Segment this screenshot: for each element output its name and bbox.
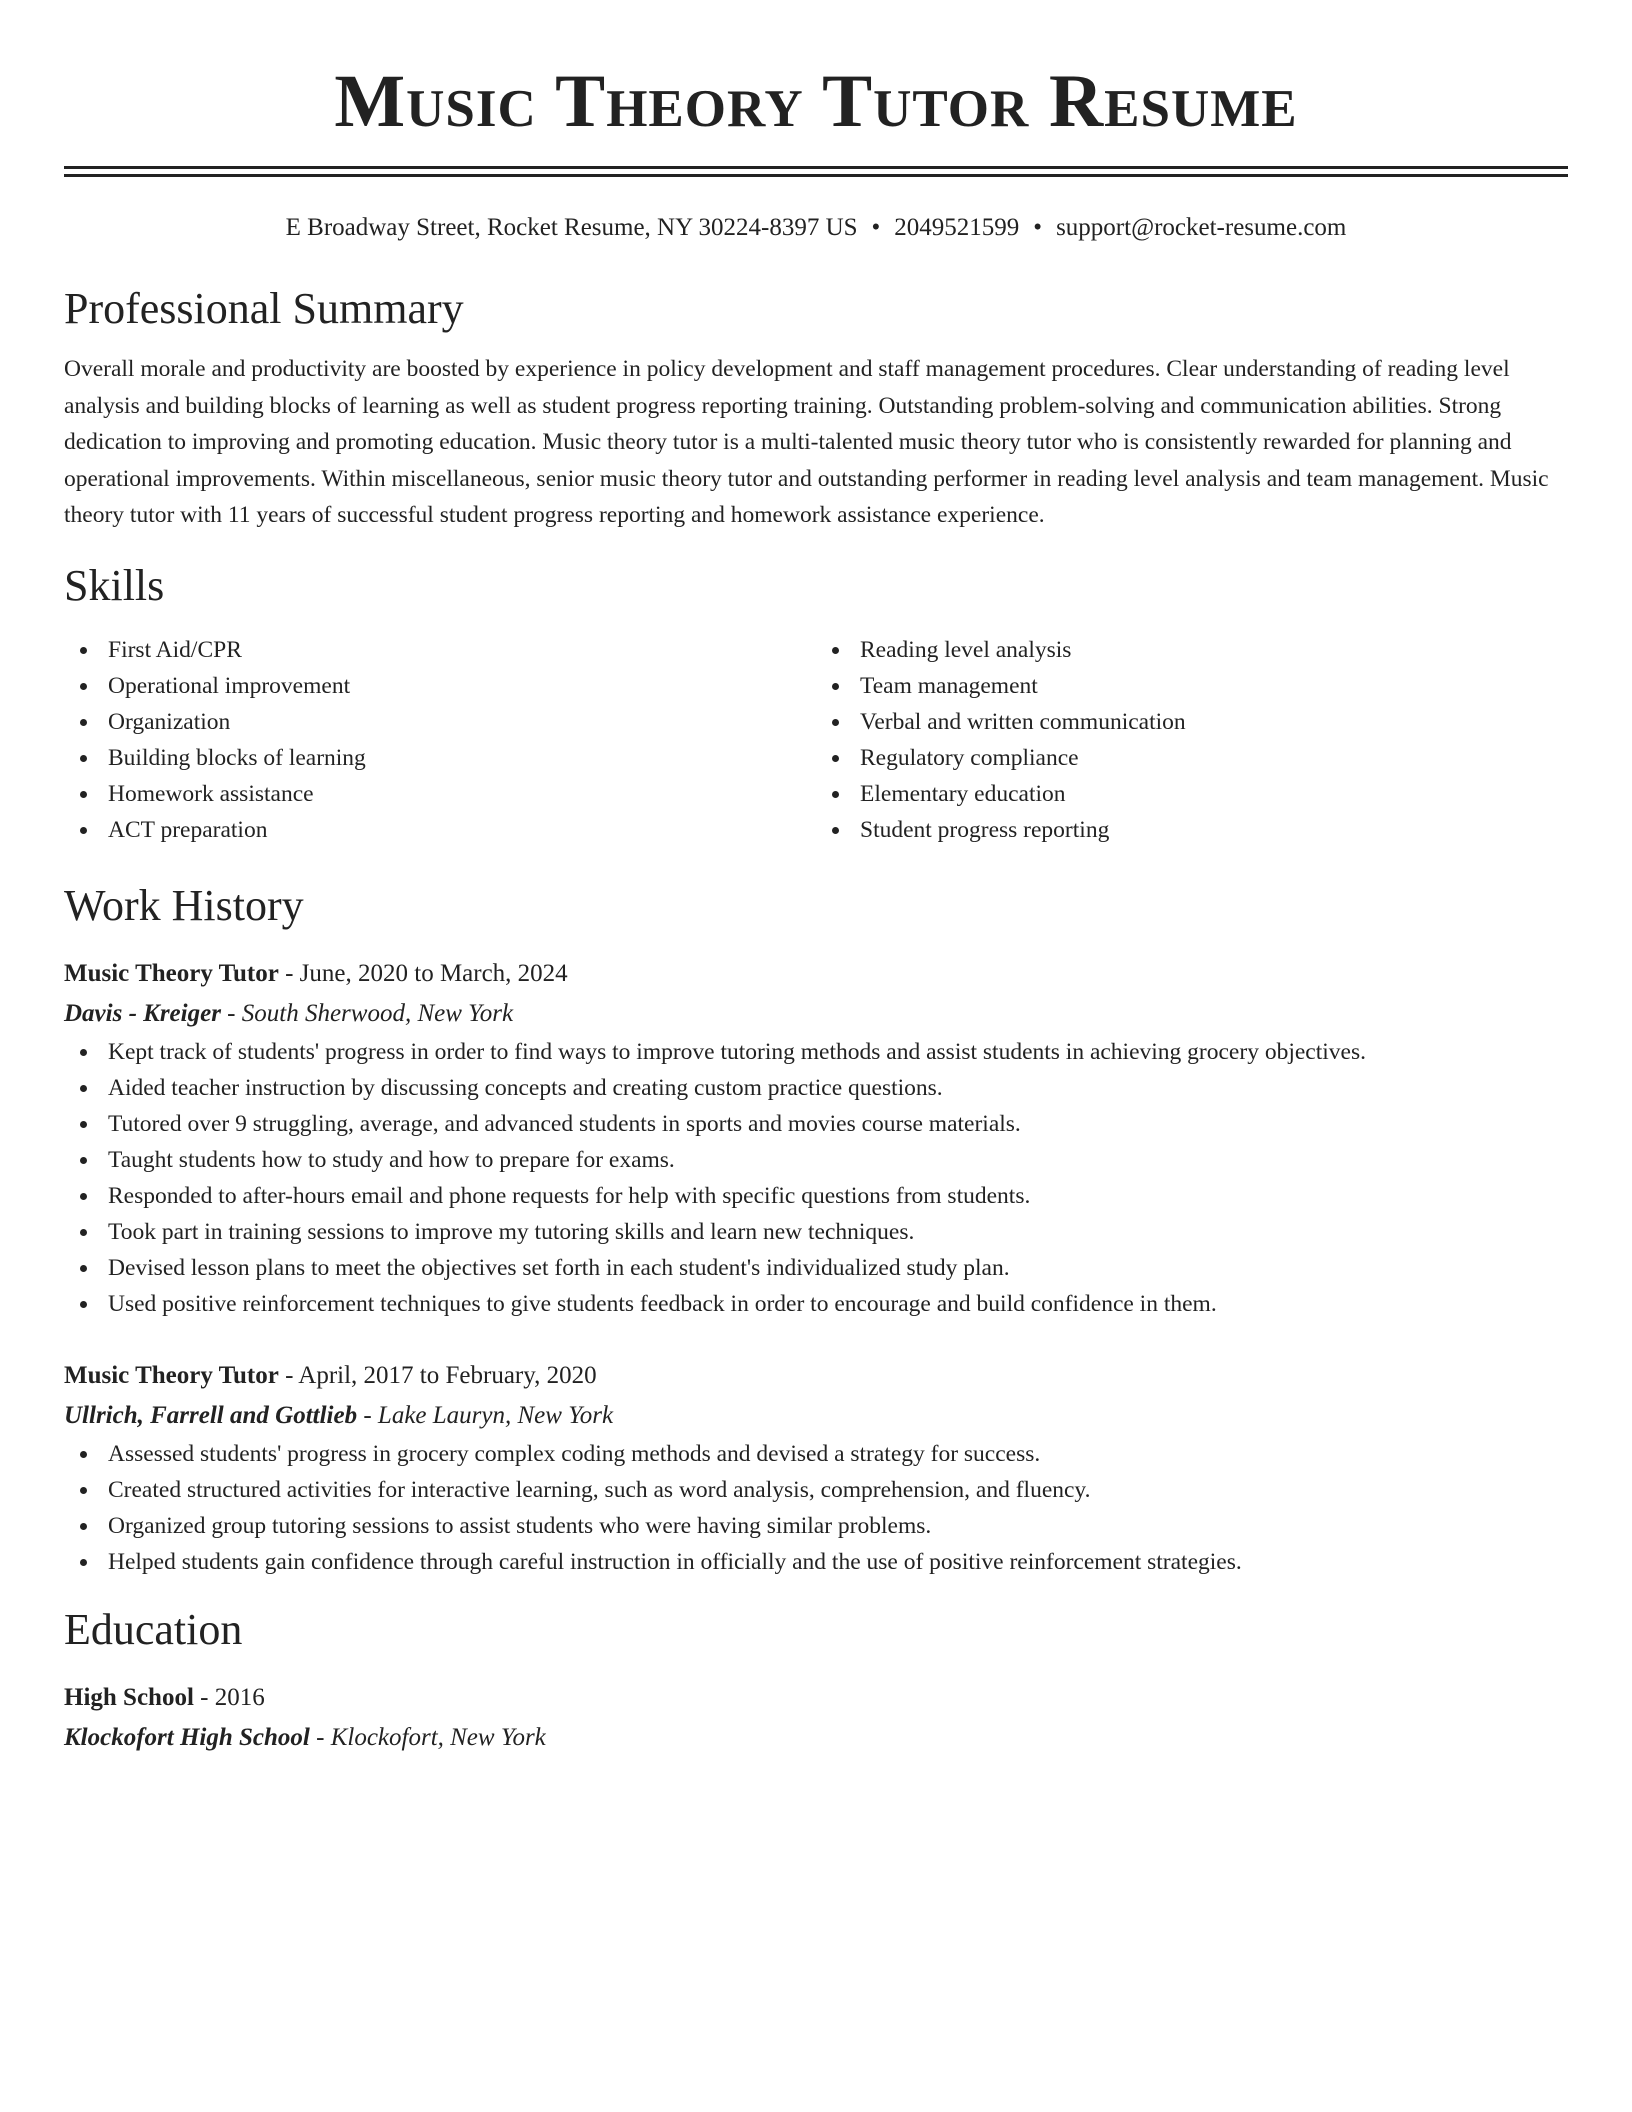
- job-company: Ullrich, Farrell and Gottlieb: [64, 1401, 358, 1429]
- education-school: Klockofort High School: [64, 1723, 310, 1751]
- contact-phone: 2049521599: [894, 214, 1020, 241]
- skills-column-right: [816, 632, 1568, 848]
- job-duty-item: Devised lesson plans to meet the objectives set forth in each student's individualized study plan.: [64, 1250, 1568, 1286]
- job-company-line: [64, 1396, 1568, 1436]
- job-dates: - June, 2020 to March, 2024: [278, 959, 568, 987]
- job-duty-item: Responded to after-hours email and phone requests for help with specific questions from students.: [64, 1178, 1568, 1214]
- job-dates: - April, 2017 to February, 2020: [278, 1361, 597, 1389]
- job-duties-list: [64, 1436, 1568, 1580]
- skill-item: Homework assistance: [64, 776, 816, 812]
- job-role: Music Theory Tutor: [64, 1361, 279, 1389]
- job-location: - Lake Lauryn, New York: [357, 1401, 614, 1429]
- contact-line: [64, 213, 1568, 243]
- skill-item: Building blocks of learning: [64, 740, 816, 776]
- job-duty-item: Organized group tutoring sessions to assist students who were having similar problems.: [64, 1508, 1568, 1544]
- job-company: Davis - Kreiger: [64, 999, 221, 1027]
- job-duty-item: Created structured activities for interactive learning, such as word analysis, comprehension, and fluency.: [64, 1472, 1568, 1508]
- job-title-line: [64, 1356, 1568, 1396]
- job-duty-item: Taught students how to study and how to prepare for exams.: [64, 1142, 1568, 1178]
- education-location: - Klockofort, New York: [309, 1723, 546, 1751]
- education-entry: [64, 1678, 1568, 1758]
- job-company-line: [64, 994, 1568, 1034]
- job-location: - South Sherwood, New York: [220, 999, 514, 1027]
- education-section: [64, 1604, 1568, 1758]
- job-duties-list: [64, 1034, 1568, 1322]
- education-year: - 2016: [193, 1683, 265, 1711]
- skill-item: Reading level analysis: [816, 632, 1568, 668]
- contact-separator: •: [1033, 214, 1043, 241]
- job-entry: [64, 1356, 1568, 1580]
- contact-separator: •: [871, 214, 881, 241]
- skill-item: Team management: [816, 668, 1568, 704]
- skill-item: Verbal and written communication: [816, 704, 1568, 740]
- job-role: Music Theory Tutor: [64, 959, 279, 987]
- job-duty-item: Assessed students' progress in grocery complex coding methods and devised a strategy for success.: [64, 1436, 1568, 1472]
- education-degree: High School: [64, 1683, 194, 1711]
- skill-item: First Aid/CPR: [64, 632, 816, 668]
- skill-item: Student progress reporting: [816, 812, 1568, 848]
- skills-section: [64, 560, 1568, 848]
- job-duty-item: Tutored over 9 struggling, average, and advanced students in sports and movies course materials.: [64, 1106, 1568, 1142]
- education-school-line: [64, 1718, 1568, 1758]
- contact-email: support@rocket-resume.com: [1056, 214, 1347, 241]
- job-title-line: [64, 954, 1568, 994]
- skill-item: Elementary education: [816, 776, 1568, 812]
- skill-item: ACT preparation: [64, 812, 816, 848]
- skill-item: Organization: [64, 704, 816, 740]
- summary-heading: Professional Summary: [64, 284, 464, 333]
- contact-address: E Broadway Street, Rocket Resume, NY 30224-8397 US: [285, 214, 858, 241]
- skills-grid: [64, 632, 1568, 848]
- job-entry: [64, 954, 1568, 1322]
- skill-item: Regulatory compliance: [816, 740, 1568, 776]
- skills-heading: Skills: [64, 560, 165, 610]
- job-duty-item: Aided teacher instruction by discussing concepts and creating custom practice questions.: [64, 1070, 1568, 1106]
- job-duty-item: Helped students gain confidence through careful instruction in officially and the use of positive reinforcement strategies.: [64, 1544, 1568, 1580]
- work-history-heading: Work History: [64, 880, 304, 930]
- summary-text: Overall morale and productivity are boosted by experience in policy development and staff management procedures. Clear understanding of reading level analysis and building blocks of learning as well as student progress reporting training. Outstanding problem-solving and communication abilities. Strong dedication to improving and promoting education. Music theory tutor is a multi-talented music theory tutor who is consistently rewarded for planning and operational improvements. Within miscellaneous, senior music theory tutor and outstanding performer in reading level analysis and team management. Music theory tutor with 11 years of successful student progress reporting and homework assistance experience.: [64, 356, 1549, 528]
- skill-item: Operational improvement: [64, 668, 816, 704]
- education-heading: Education: [64, 1604, 243, 1654]
- summary-section: [64, 283, 1568, 534]
- resume-title: Music Theory Tutor Resume: [334, 60, 1298, 143]
- job-duty-item: Kept track of students' progress in order to find ways to improve tutoring methods and assist students in achieving grocery objectives.: [64, 1034, 1568, 1070]
- education-degree-line: [64, 1678, 1568, 1718]
- skills-column-left: [64, 632, 816, 848]
- job-duty-item: Used positive reinforcement techniques to give students feedback in order to encourage and build confidence in them.: [64, 1286, 1568, 1322]
- work-history-section: [64, 880, 1568, 1580]
- title-divider: [64, 166, 1568, 177]
- job-duty-item: Took part in training sessions to improve my tutoring skills and learn new techniques.: [64, 1214, 1568, 1250]
